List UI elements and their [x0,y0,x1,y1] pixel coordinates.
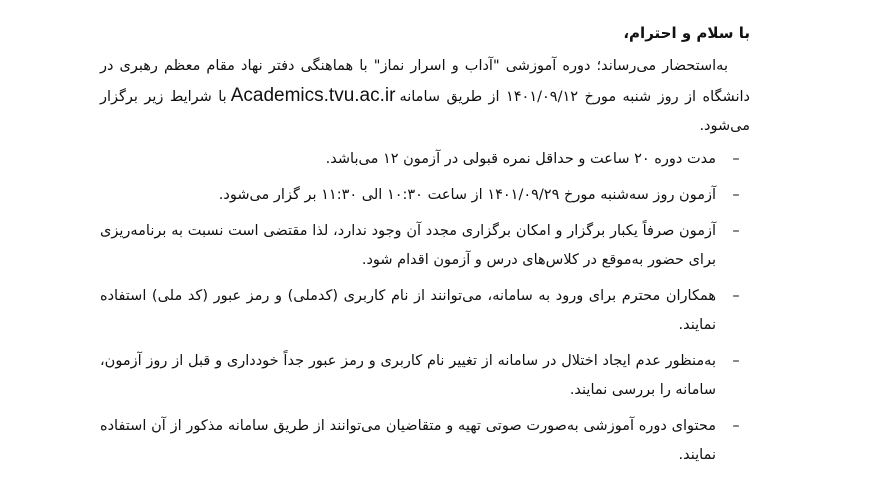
bullet-dash: – [732,353,740,369]
list-item-text: همکاران محترم برای ورود به سامانه، می‌توانند از نام کاربری (کدملی) و رمز عبور (کد ملی) استفاده نمایند. [100,288,716,333]
list-item [100,181,750,210]
list-item [100,145,750,174]
list-item [100,217,750,275]
bullet-dash: – [732,418,740,434]
bullet-dash: – [732,187,740,203]
list-item-text: مدت دوره ۲۰ ساعت و حداقل نمره قبولی در آزمون ۱۲ می‌باشد. [325,151,716,167]
list-item-text: محتوای دوره آموزشی به‌صورت صوتی تهیه و متقاضیان می‌توانند از طریق سامانه مذکور از آن استفاده نمایند. [100,418,716,463]
list-item [100,282,750,340]
list-item [100,347,750,405]
list-item-text: به‌منظور عدم ایجاد اختلال در سامانه از تغییر نام کاربری و رمز عبور جداً خودداری و قبل از روز آزمون، سامانه را بررسی نمایند. [100,353,716,398]
bullet-dash: – [732,223,740,239]
intro-text-start: به‌استحضار می‌رساند؛ دوره آموزشی "آداب و اسرار نماز" با هماهنگی دفتر نهاد مقام معظم رهبری در دانشگاه از روز شنبه مورخ ۱۴۰۱/۰۹/۱۲ از طریق سامانه [100,58,750,105]
list-item [100,412,750,470]
bullet-dash: – [732,288,740,304]
list-item-text: آزمون صرفاً یکبار برگزار و امکان برگزاری مجدد آن وجود ندارد، لذا مقتضی است نسبت به برنامه‌ریزی برای حضور به‌موقع در کلاس‌های درس و آزمون اقدام شود. [100,223,716,268]
system-url: Academics.tvu.ac.ir [230,85,396,106]
bullet-dash: – [732,151,740,167]
conditions-list [100,145,750,470]
greeting: با سلام و احترام، [623,24,750,42]
letter-body [100,20,750,477]
intro-paragraph [100,52,750,141]
intro-text-end: با شرایط زیر برگزار می‌شود. [100,89,750,134]
list-item-text: آزمون روز سه‌شنبه مورخ ۱۴۰۱/۰۹/۲۹ از ساعت ۱۰:۳۰ الی ۱۱:۳۰ بر گزار می‌شود. [218,187,716,203]
